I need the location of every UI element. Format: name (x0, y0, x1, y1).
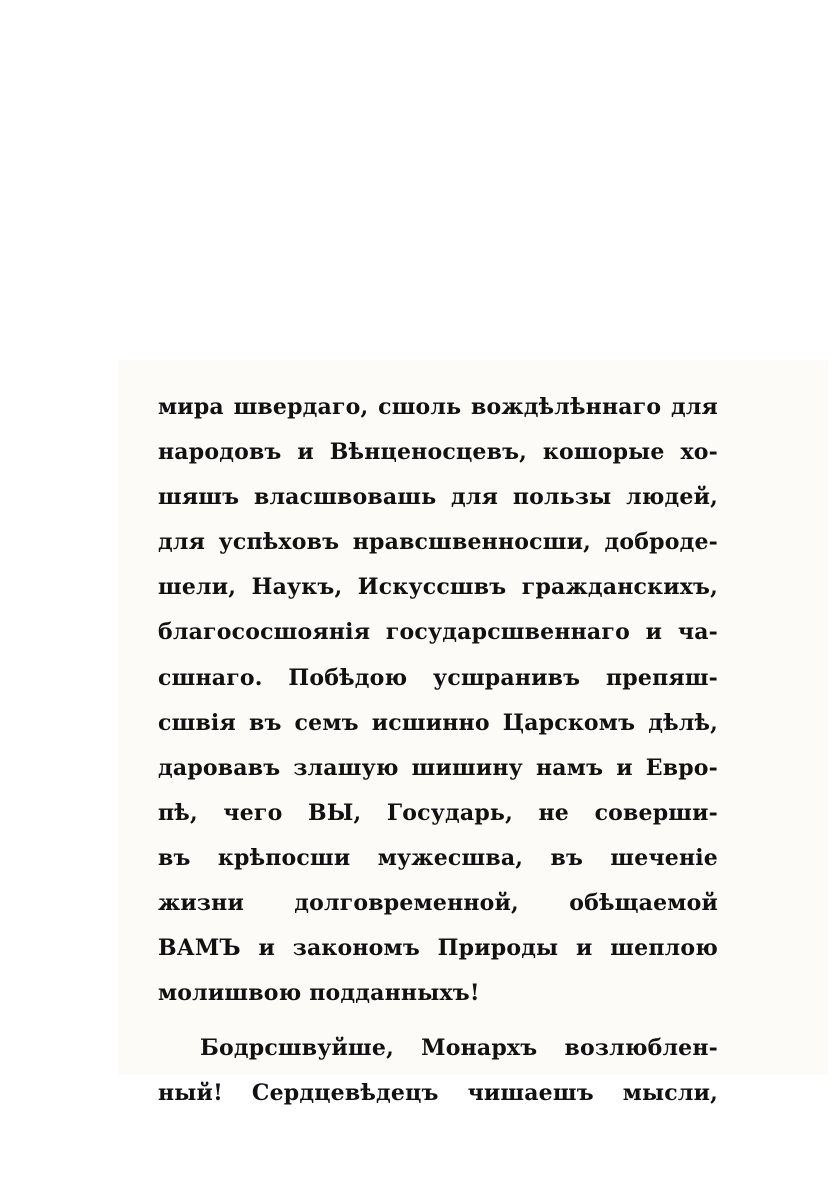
text-line: ный! Сердцевѣдецъ чишаешъ мысли, (158, 1080, 718, 1107)
text-line: жизни долговременной, обѣщаемой (158, 890, 718, 917)
text-line: шяшъ власшвовашь для пользы людей, (158, 484, 718, 511)
body-text (158, 385, 718, 1117)
text-line: сшнаго. Побѣдою усшранивъ препяш- (158, 664, 718, 691)
text-line: шели, Наукъ, Искуссшвъ гражданскихъ, (158, 574, 718, 601)
text-line: сшвія въ семъ исшинно Царскомъ дѣлѣ, (158, 709, 718, 736)
text-line: народовъ и Вѣнценосцевъ, кошорые хо- (158, 439, 718, 466)
text-line: въ крѣпосши мужесшва, въ шеченіе (158, 844, 718, 871)
text-line: ВАМЪ и закономъ Природы и шеплою (158, 935, 718, 962)
text-line: даровавъ злашую шишину намъ и Евро- (158, 754, 718, 781)
text-line: пѣ, чего ВЫ, Государь, не соверши- (158, 799, 718, 826)
paragraph-first-line: Бодрсшвуйше, Монархъ возлюблен- (200, 1035, 718, 1062)
text-line: благососшоянія государсшвеннаго и ча- (158, 619, 718, 646)
text-line: для успѣховъ нравсшвенносши, доброде- (158, 529, 718, 556)
text-line: молишвою подданныхъ! (158, 980, 480, 1007)
text-line: мира швердаго, сшоль вождѣлѣннаго для (158, 394, 718, 420)
